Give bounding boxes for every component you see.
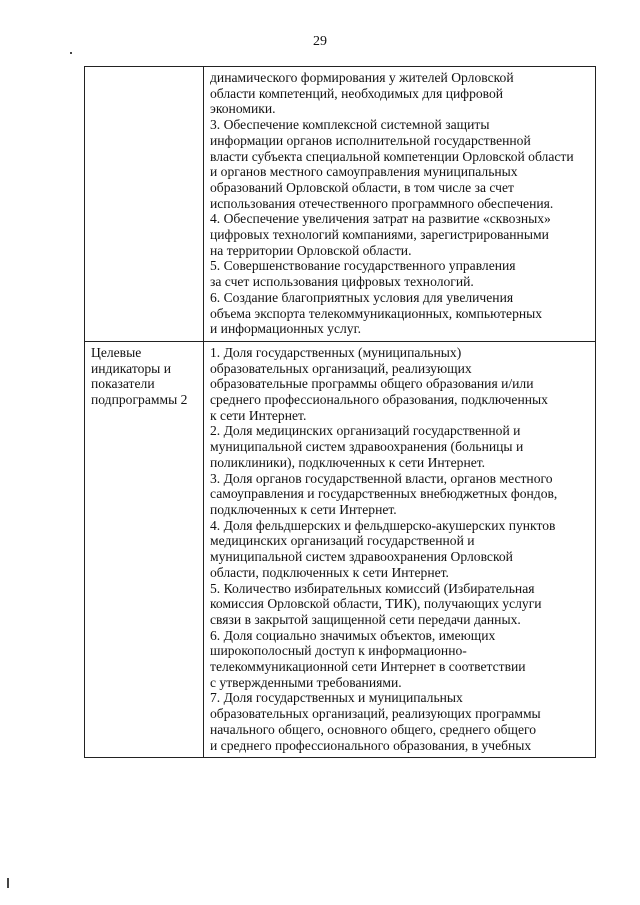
text-line: 5. Совершенствование государственного управления (210, 258, 516, 274)
text-line: образовательные программы общего образования и/или (210, 376, 534, 392)
text-line: и среднего профессионального образования, в учебных (210, 737, 532, 753)
label-cell (85, 341, 204, 757)
text-line: с утвержденными требованиями. (210, 674, 402, 690)
text-line: за счет использования цифровых технологий. (210, 274, 474, 290)
text-line: муниципальной систем здравоохранения Орловской (210, 549, 513, 565)
text-line: объема экспорта телекоммуникационных, компьютерных (210, 305, 543, 321)
text-line: и информационных услуг. (210, 321, 362, 337)
text-line: подключенных к сети Интернет. (210, 501, 397, 517)
text-line: медицинских организаций государственной и (210, 533, 475, 549)
text-line: связи в закрытой защищенной сети передачи данных. (210, 611, 521, 627)
scan-speck (70, 52, 72, 54)
text-line: использования отечественного программного обеспечения. (210, 195, 554, 211)
text-line: образовательных организаций, реализующих (210, 360, 472, 376)
scan-speck (7, 878, 9, 888)
text-line: на территории Орловской области. (210, 242, 412, 258)
text-line: 7. Доля государственных и муниципальных (210, 690, 463, 706)
text-line: 5. Количество избирательных комиссий (Избирательная (210, 580, 535, 596)
label-cell (85, 67, 204, 342)
text-line: к сети Интернет. (210, 407, 307, 423)
text-line: образовательных организаций, реализующих программы (210, 706, 541, 722)
text-line: области, подключенных к сети Интернет. (210, 564, 449, 580)
label-line: подпрограммы 2 (91, 392, 188, 408)
text-line: области компетенций, необходимых для цифровой (210, 85, 504, 101)
label-line: индикаторы и (91, 360, 171, 376)
text-line: образований Орловской области, в том числе за счет (210, 179, 514, 195)
text-line: муниципальной систем здравоохранения (больницы и (210, 439, 524, 455)
text-line: 1. Доля государственных (муниципальных) (210, 344, 462, 360)
text-line: среднего профессионального образования, подключенных (210, 392, 548, 408)
label-line: показатели (91, 376, 155, 392)
text-line: власти субъекта специальной компетенции Орловской области (210, 148, 574, 164)
document-table (84, 66, 596, 758)
label-line: Целевые (91, 344, 142, 360)
text-line: 4. Доля фельдшерских и фельдшерско-акушерских пунктов (210, 517, 556, 533)
table-row (85, 341, 596, 757)
text-line: начального общего, основного общего, среднего общего (210, 721, 537, 737)
text-line: самоуправления и государственных внебюджетных фондов, (210, 486, 558, 502)
text-line: и органов местного самоуправления муниципальных (210, 164, 518, 180)
table-row (85, 67, 596, 342)
text-line: информации органов исполнительной государственной (210, 132, 531, 148)
content-cell (204, 67, 596, 342)
text-line: 4. Обеспечение увеличения затрат на развитие «сквозных» (210, 211, 551, 227)
content-cell (204, 341, 596, 757)
text-line: 2. Доля медицинских организаций государственной и (210, 423, 521, 439)
text-line: 3. Обеспечение комплексной системной защиты (210, 117, 490, 133)
text-line: 3. Доля органов государственной власти, органов местного (210, 470, 553, 486)
text-line: экономики. (210, 101, 276, 117)
text-line: 6. Создание благоприятных условия для увеличения (210, 289, 514, 305)
text-line: поликлиники), подключенных к сети Интернет. (210, 454, 486, 470)
text-line: цифровых технологий компаниями, зарегистрированными (210, 227, 549, 243)
page-number: 29 (313, 34, 327, 49)
text-line: телекоммуникационной сети Интернет в соответствии (210, 659, 526, 675)
text-line: динамического формирования у жителей Орловской (210, 70, 514, 85)
text-line: широкополосный доступ к информационно- (210, 643, 467, 659)
text-line: 6. Доля социально значимых объектов, имеющих (210, 627, 496, 643)
text-line: комиссия Орловской области, ТИК), получающих услуги (210, 596, 542, 612)
